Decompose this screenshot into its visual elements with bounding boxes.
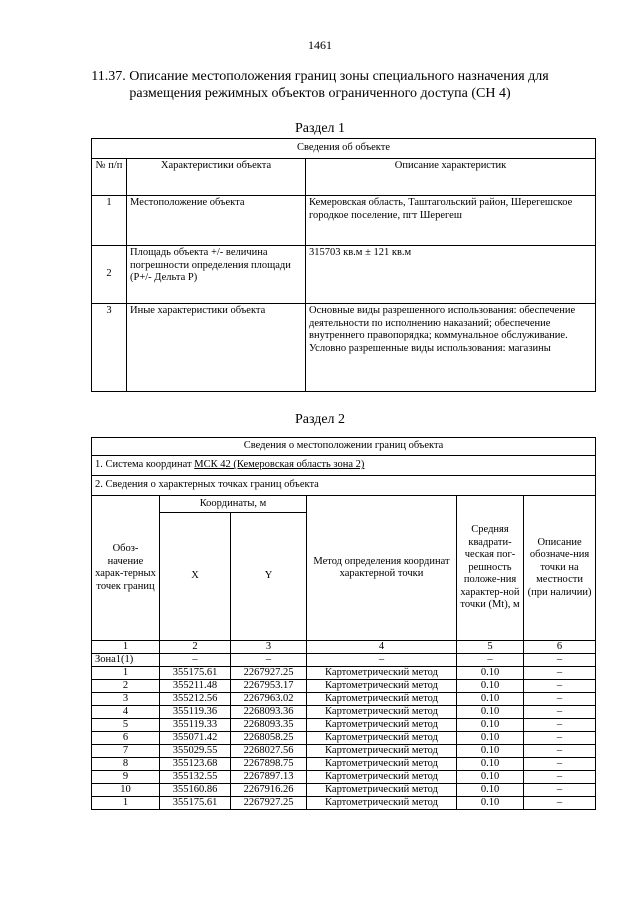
col-header-x: X <box>160 513 231 641</box>
coordinate-system-row <box>92 456 596 476</box>
column-number: 5 <box>457 641 524 654</box>
point-error: 0.10 <box>457 758 524 771</box>
zone-y: – <box>231 654 307 667</box>
point-y: 2267898.75 <box>231 758 307 771</box>
point-y: 2268093.35 <box>231 719 307 732</box>
point-error: 0.10 <box>457 771 524 784</box>
section-2-heading: Раздел 2 <box>294 412 346 427</box>
table-row <box>92 797 596 810</box>
table-row <box>92 771 596 784</box>
table-row <box>92 784 596 797</box>
point-x: 355160.86 <box>160 784 231 797</box>
point-method: Картометрический метод <box>307 732 457 745</box>
zone-name: Зона1(1) <box>92 654 160 667</box>
column-number: 3 <box>231 641 307 654</box>
point-y: 2268027.56 <box>231 745 307 758</box>
points-body <box>92 667 596 810</box>
point-error: 0.10 <box>457 745 524 758</box>
point-error: 0.10 <box>457 732 524 745</box>
point-y: 2267897.13 <box>231 771 307 784</box>
section-1-heading: Раздел 1 <box>294 121 346 136</box>
point-method: Картометрический метод <box>307 719 457 732</box>
point-method: Картометрический метод <box>307 693 457 706</box>
boundary-table-title: Сведения о местоположении границ объекта <box>92 438 596 456</box>
point-x: 355132.55 <box>160 771 231 784</box>
point-error: 0.10 <box>457 797 524 810</box>
row-description: Основные виды разрешенного использования: обеспечение деятельности по исполнению наказаний; обеспечение внутреннего правопорядка; коммунальное обслуживание. Условно разрешенные виды использования: магазины <box>306 304 596 392</box>
point-x: 355119.33 <box>160 719 231 732</box>
point-x: 355119.36 <box>160 706 231 719</box>
point-number: 8 <box>92 758 160 771</box>
point-number: 9 <box>92 771 160 784</box>
point-x: 355123.68 <box>160 758 231 771</box>
point-error: 0.10 <box>457 693 524 706</box>
col-header-coordinates: Координаты, м <box>160 496 307 513</box>
point-description: – <box>524 784 596 797</box>
page-number: 1461 <box>308 38 332 52</box>
column-number: 6 <box>524 641 596 654</box>
point-x: 355211.48 <box>160 680 231 693</box>
column-number: 1 <box>92 641 160 654</box>
object-info-table-title: Сведения об объекте <box>92 139 596 159</box>
col-header-description: Описание характеристик <box>306 159 596 196</box>
zone-row <box>92 654 596 667</box>
point-method: Картометрический метод <box>307 784 457 797</box>
point-y: 2267916.26 <box>231 784 307 797</box>
point-description: – <box>524 693 596 706</box>
point-y: 2267953.17 <box>231 680 307 693</box>
coordinate-system-label: 1. Система координат <box>95 459 192 471</box>
point-x: 355029.55 <box>160 745 231 758</box>
point-description: – <box>524 797 596 810</box>
point-number: 1 <box>92 667 160 680</box>
table-row <box>92 745 596 758</box>
row-number: 1 <box>92 196 127 246</box>
zone-method: – <box>307 654 457 667</box>
point-method: Картометрический метод <box>307 797 457 810</box>
table-row <box>92 706 596 719</box>
row-description: 315703 кв.м ± 121 кв.м <box>306 246 596 304</box>
zone-error: – <box>457 654 524 667</box>
boundary-points-table <box>91 437 596 810</box>
table-row <box>92 680 596 693</box>
point-description: – <box>524 745 596 758</box>
point-error: 0.10 <box>457 784 524 797</box>
row-number: 2 <box>92 246 127 304</box>
col-header-characteristic: Характеристики объекта <box>127 159 306 196</box>
col-header-point-description: Описание обозначе-ния точки на местности (при наличии) <box>524 496 596 641</box>
object-info-table <box>91 138 596 392</box>
column-numbers-row <box>92 641 596 654</box>
point-method: Картометрический метод <box>307 667 457 680</box>
row-description: Кемеровская область, Таштагольский район, Шерегешское городкое поселение, пгт Шерегеш <box>306 196 596 246</box>
point-number: 10 <box>92 784 160 797</box>
point-x: 355212.56 <box>160 693 231 706</box>
point-error: 0.10 <box>457 680 524 693</box>
column-number: 2 <box>160 641 231 654</box>
point-method: Картометрический метод <box>307 758 457 771</box>
coordinate-system-value: МСК 42 (Кемеровская область зона 2) <box>194 459 365 471</box>
point-error: 0.10 <box>457 719 524 732</box>
table-row <box>92 719 596 732</box>
point-x: 355071.42 <box>160 732 231 745</box>
point-y: 2267963.02 <box>231 693 307 706</box>
table-row <box>92 246 596 304</box>
point-number: 2 <box>92 680 160 693</box>
point-description: – <box>524 758 596 771</box>
point-error: 0.10 <box>457 706 524 719</box>
point-method: Картометрический метод <box>307 680 457 693</box>
row-characteristic: Местоположение объекта <box>127 196 306 246</box>
row-characteristic: Площадь объекта +/- величина погрешности определения площади (Р+/- Дельта Р) <box>127 246 306 304</box>
table-row <box>92 667 596 680</box>
point-number: 3 <box>92 693 160 706</box>
point-number: 5 <box>92 719 160 732</box>
point-y: 2268093.36 <box>231 706 307 719</box>
col-header-number: № п/п <box>92 159 127 196</box>
point-description: – <box>524 771 596 784</box>
point-y: 2268058.25 <box>231 732 307 745</box>
point-method: Картометрический метод <box>307 706 457 719</box>
table-row <box>92 196 596 246</box>
zone-description: – <box>524 654 596 667</box>
table-row <box>92 693 596 706</box>
point-number: 6 <box>92 732 160 745</box>
point-description: – <box>524 667 596 680</box>
column-number: 4 <box>307 641 457 654</box>
row-number: 3 <box>92 304 127 392</box>
point-description: – <box>524 706 596 719</box>
col-header-error: Средняя квадрати-ческая пог-решность положе-ния характер-ной точки (Mt), м <box>457 496 524 641</box>
table-row <box>92 732 596 745</box>
point-description: – <box>524 719 596 732</box>
point-method: Картометрический метод <box>307 745 457 758</box>
point-x: 355175.61 <box>160 667 231 680</box>
point-number: 1 <box>92 797 160 810</box>
point-description: – <box>524 680 596 693</box>
zone-x: – <box>160 654 231 667</box>
point-method: Картометрический метод <box>307 771 457 784</box>
point-y: 2267927.25 <box>231 667 307 680</box>
col-header-y: Y <box>231 513 307 641</box>
points-info-label: 2. Сведения о характерных точках границ объекта <box>92 476 596 496</box>
point-y: 2267927.25 <box>231 797 307 810</box>
point-description: – <box>524 732 596 745</box>
point-number: 4 <box>92 706 160 719</box>
row-characteristic: Иные характеристики объекта <box>127 304 306 392</box>
point-number: 7 <box>92 745 160 758</box>
point-error: 0.10 <box>457 667 524 680</box>
document-title: 11.37. Описание местоположения границ зоны специального назначения для размещения режимных объектов ограниченного доступа (СН 4) <box>91 69 549 101</box>
table-row <box>92 758 596 771</box>
col-header-method: Метод определения координат характерной точки <box>307 496 457 641</box>
point-x: 355175.61 <box>160 797 231 810</box>
table-row <box>92 304 596 392</box>
col-header-designation: Обоз-начение харак-терных точек границ <box>92 496 160 641</box>
